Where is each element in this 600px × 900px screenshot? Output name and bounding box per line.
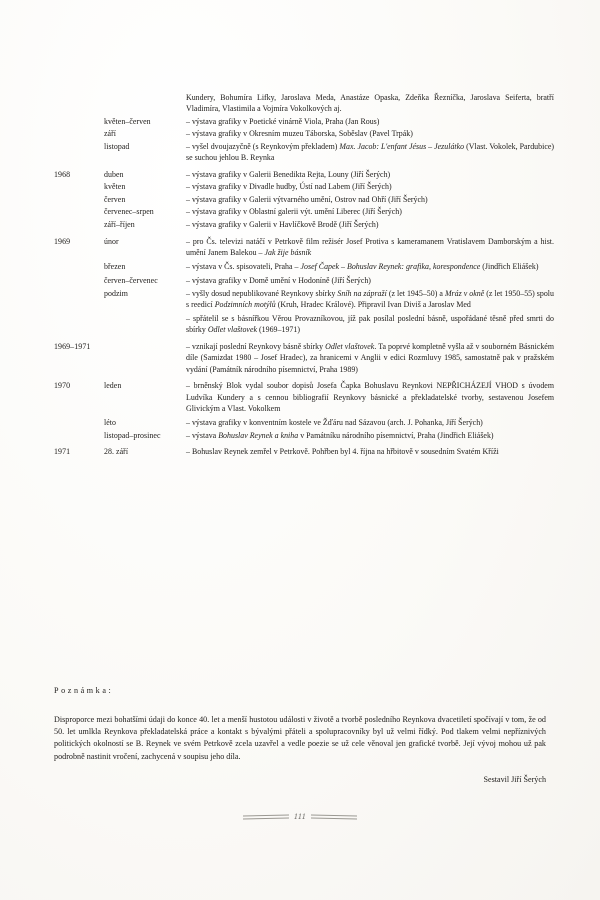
chronology-month: léto — [104, 418, 117, 428]
chronology-entry-text: – výstava grafiky v Galerii výtvarného umění, Ostrov nad Ohří (Jiří Šerých) — [186, 194, 428, 204]
chronology-month: podzim — [104, 288, 128, 298]
chronology-row — [54, 430, 554, 441]
chronology-entry-text: – výstava grafiky v Galerii v Havlíčkově Brodě (Jiří Šerých) — [186, 219, 379, 229]
chronology-row — [54, 219, 554, 230]
chronology-row — [54, 446, 554, 457]
chronology-row — [54, 206, 554, 217]
chronology-entry-text: – výstava grafiky v konventním kostele ve Žďáru nad Sázavou (arch. J. Pohanka, Jiří Šerých) — [186, 418, 483, 428]
chronology-row — [54, 181, 554, 192]
chronology-month: červenec–srpen — [104, 207, 154, 217]
chronology-entry-text: – výstava grafiky v Galerii Benedikta Rejta, Louny (Jiří Šerých) — [186, 169, 391, 179]
chronology-month: 28. září — [104, 447, 129, 457]
note-heading: Poznámka: — [54, 686, 114, 695]
chronology-table — [54, 92, 554, 459]
chronology-entry-text: – Bohuslav Reynek zemřel v Petrkově. Pohřben byl 4. října na hřbitově v sousedním Svatém Kříži — [186, 447, 499, 457]
chronology-month: duben — [104, 169, 124, 179]
note-section — [54, 686, 546, 786]
chronology-month: červen–červenec — [104, 276, 158, 286]
chronology-row — [54, 141, 554, 164]
note-signature: Sestavil Jiří Šerých — [483, 774, 546, 784]
chronology-entry-text: – vznikají poslední Reynkovy básně sbírky Odlet vlaštovek. Ta poprvé kompletně vyšla až v souborném Básnickém díle (Samizdat 1980 – Josef Hradec), za hranicemi v Anglii v edici Rozmluvy 1985, samostatně pak v pražském vydání (Památník národního písemnictví, Praha 1989) — [186, 342, 554, 374]
page-number: 111 — [293, 812, 307, 821]
chronology-row — [54, 417, 554, 428]
chronology-month: květen — [104, 182, 126, 192]
chronology-entry-text: Kundery, Bohumíra Lifky, Jaroslava Meda, Anastáze Opaska, Zdeňka Řezníčka, Jaroslava Seiferta, bratří Vladimíra, Vlastimila a Vojmíra Vokolkových aj. — [186, 93, 554, 114]
chronology-year: 1971 — [54, 447, 71, 457]
folio-rule-right — [311, 814, 357, 820]
chronology-entry-text: – vyšly dosud nepublikované Reynkovy sbírky Sníh na zápraží (z let 1945–50) a Mráz v okně (z let 1950–55) spolu s reedicí Podzimních motýlů (Kruh, Hradec Králové). Připravil Ivan Diviš a Jaroslav Med — [186, 288, 554, 309]
chronology-month: březen — [104, 261, 126, 271]
chronology-row — [54, 275, 554, 286]
chronology-year: 1969–1971 — [54, 342, 91, 352]
chronology-row — [54, 236, 554, 259]
note-body: Disproporce mezi bohatšími údaji do konce 40. let a menší hustotou události v životě a tvorbě posledního Reynkova dvacetiletí spočívají v tom, že od 50. let umlkla Reynkova překladatelská práce a kontakt s bývalými přáteli a spolupracovníky byl už velmi řídký. Pod tlakem velmi nepříznivých politických okolností se B. Reynek ve svém Petrkově zcela uzavřel a vedle poezie se už cele věnoval jen grafické tvorbě. Její vývoj mohou už pak podrobně nastinit vročení, zachycená v soupisu jeho díla. — [54, 715, 546, 761]
chronology-entry-text: – výstava Bohuslav Reynek a kniha v Památníku národního písemnictví, Praha (Jindřich Eliášek) — [186, 430, 494, 440]
folio-rule-left — [243, 814, 289, 820]
chronology-month: leden — [104, 381, 122, 391]
chronology-row — [54, 92, 554, 115]
chronology-month: únor — [104, 236, 119, 246]
chronology-row — [54, 169, 554, 180]
chronology-entry-text: – pro Čs. televizi natáčí v Petrkově film režisér Josef Protiva s kameramanem Vratislavem Damborským a hist. umění Janem Balekou – Jak žije básník — [186, 236, 554, 257]
chronology-entry-text: – brněnský Blok vydal soubor dopisů Josefa Čapka Bohuslavu Reynkovi NEPŘICHÁZEJÍ VHOD s úvodem Ludvíka Kundery a s cennou bibliografií Reynkovy básnické a překladatelské tvorby, sestavenou Josefem Glivickým a Vlast. Vokolkem — [186, 381, 554, 414]
chronology-entry-text: – výstava v Čs. spisovateli, Praha – Josef Čapek – Bohuslav Reynek: grafika, korespondence (Jindřich Eliášek) — [186, 261, 539, 271]
chronology-row — [54, 116, 554, 127]
chronology-row — [54, 194, 554, 205]
chronology-row — [54, 288, 554, 311]
chronology-entry-text: – výstava grafiky v Okresním muzeu Táborska, Soběslav (Pavel Trpák) — [186, 129, 413, 139]
chronology-entry-text: – výstava grafiky v Oblastní galerii výt. umění Liberec (Jiří Šerých) — [186, 207, 402, 217]
chronology-year: 1970 — [54, 381, 71, 391]
page-folio — [0, 812, 600, 821]
chronology-row — [54, 128, 554, 139]
chronology-entry-text: – výstava grafiky v Domě umění v Hodoníně (Jiří Šerých) — [186, 276, 371, 286]
chronology-year: 1969 — [54, 236, 71, 246]
chronology-entry-text: – výstava grafiky v Divadle hudby, Ústí nad Labem (Jiří Šerých) — [186, 182, 392, 192]
chronology-month: listopad–prosinec — [104, 430, 161, 440]
chronology-row — [54, 341, 554, 375]
chronology-entry-text: – vyšel dvoujazyčně (s Reynkovým překladem) Max. Jacob: L'enfant Jésus – Jezulátko (Vlast. Vokolek, Pardubice) se suchou jehlou B. Reynka — [186, 141, 555, 163]
chronology-month: červen — [104, 194, 126, 204]
chronology-month: listopad — [104, 141, 130, 151]
chronology-month: květen–červen — [104, 116, 151, 126]
chronology-year: 1968 — [54, 169, 71, 179]
chronology-entry-text: – spřátelil se s básnířkou Věrou Provazníkovou, jíž pak posílal poslední básně, uspořádané těsně před smrti do sbírky Odlet vlaštovek (1969–1971) — [186, 313, 554, 335]
chronology-row — [54, 313, 554, 336]
chronology-month: září–říjen — [104, 219, 135, 229]
chronology-row — [54, 261, 554, 272]
chronology-month: září — [104, 129, 117, 139]
chronology-row — [54, 380, 554, 414]
chronology-entry-text: – výstava grafiky v Poetické vinárně Viola, Praha (Jan Rous) — [186, 116, 380, 126]
